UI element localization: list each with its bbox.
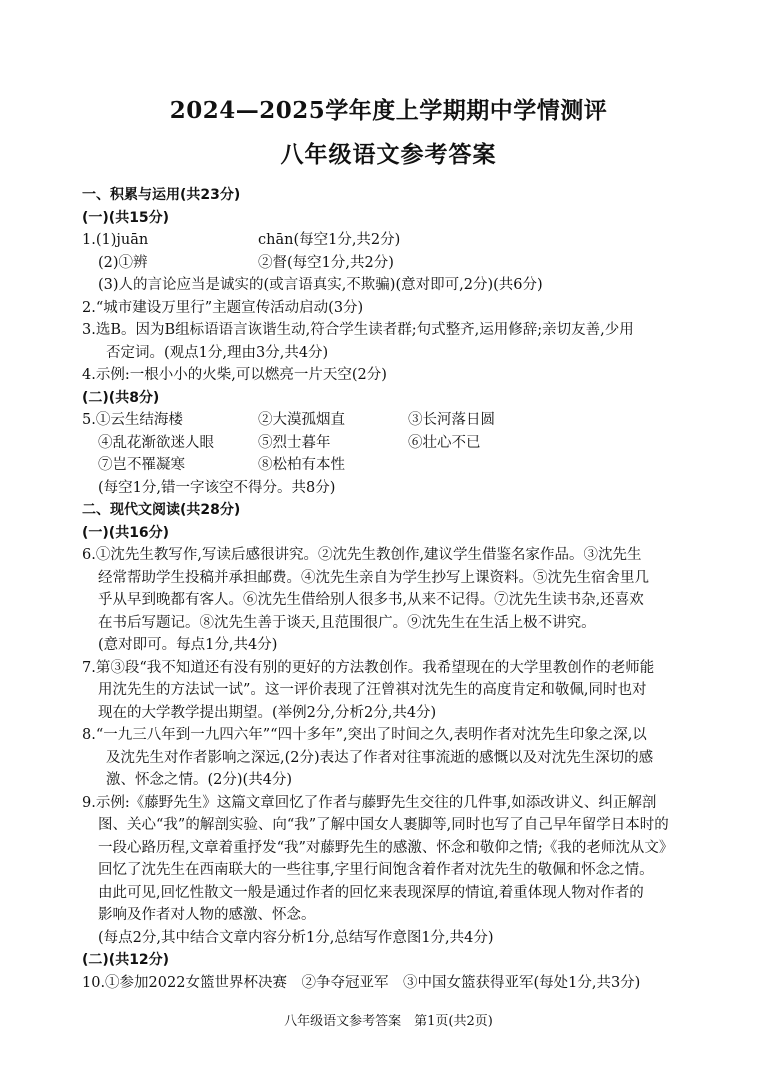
answer-line: 9.示例:《藤野先生》这篇文章回忆了作者与藤野先生交往的几件事,如添改讲义、纠正解剖 [82, 794, 657, 811]
answer-cell: chān(每空1分,共2分) [258, 232, 401, 248]
section-heading: 二、现代文阅读(共28分) [82, 502, 241, 518]
answer-line: 4.示例:一根小小的火柴,可以燃亮一片天空(2分) [82, 367, 387, 383]
answer-line: 经常帮助学生投稿并承担邮费。④沈先生亲自为学生抄写上课资料。⑤沈先生宿舍里几 [98, 569, 649, 586]
answer-line: 7.第③段“我不知道还有没有别的更好的方法教创作。我希望现在的大学里教创作的老师能 [82, 659, 655, 676]
answer-line: 一段心路历程,文章着重抒发“我”对藤野先生的感激、怀念和敬仰之情;《我的老师沈从文》 [98, 839, 674, 856]
answer-line: 8.“一九三八年到一九四六年”“四十多年”,突出了时间之久,表明作者对沈先生印象之深,以 [82, 727, 647, 743]
answer-line: 在书后写题记。⑧沈先生善于谈天,且范围很广。⑨沈先生在生活上极不讲究。 [98, 614, 596, 631]
answer-line: 乎从早到晚都有客人。⑥沈先生借给别人很多书,从来不记得。⑦沈先生读书杂,还喜欢 [98, 592, 644, 608]
answer-cell: ④乱花渐欲迷人眼 [98, 434, 214, 451]
subsection-heading: (二)(共8分) [82, 389, 160, 406]
subsection-heading: (二)(共12分) [82, 952, 170, 968]
answer-line: 否定词。(观点1分,理由3分,共4分) [106, 344, 329, 361]
page-subtitle: 八年级语文参考答案 [280, 141, 497, 168]
answer-line: 回忆了沈先生在西南联大的一些往事,字里行间饱含着作者对沈先生的敬佩和怀念之情。 [98, 862, 654, 878]
answer-line [82, 432, 702, 455]
answer-cell: ⑤烈士暮年 [258, 434, 331, 451]
answer-line [82, 229, 702, 252]
answer-cell: ⑧松柏有本性 [258, 457, 345, 473]
answer-line: 图、关心“我”的解剖实验、向“我”了解中国女人裹脚等,同时也写了自己早年留学日本时的 [98, 817, 669, 833]
answer-line: 及沈先生对作者影响之深远,(2分)表达了作者对往事流逝的感慨以及对沈先生深切的感 [106, 749, 654, 766]
answer-line: 3.选B。因为B组标语语言诙谐生动,符合学生读者群;句式整齐,运用修辞;亲切友善,少用 [82, 322, 634, 338]
answer-cell: 1.(1)juān [82, 232, 149, 248]
section-heading: 一、积累与运用(共23分) [82, 187, 241, 203]
answer-line: 激、怀念之情。(2分)(共4分) [106, 772, 293, 788]
answer-line: 6.①沈先生教写作,写读后感很讲究。②沈先生教创作,建议学生借鉴名家作品。③沈先生 [82, 547, 642, 563]
answer-cell: ③长河落日圆 [408, 412, 495, 428]
answer-cell: ②督(每空1分,共2分) [258, 254, 394, 271]
answer-line: (每空1分,错一字该空不得分。共8分) [98, 479, 336, 496]
answer-cell: ⑥壮心不已 [408, 434, 481, 451]
answer-cell: ⑦岂不罹凝寒 [98, 457, 185, 473]
subsection-heading: (一)(共16分) [82, 524, 170, 541]
answer-line: 10.①参加2022女篮世界杯决赛 ②争夺冠亚军 ③中国女篮获得亚军(每处1分,共3分) [82, 974, 641, 991]
answer-line: 影响及作者对人物的感激、怀念。 [98, 907, 316, 923]
answer-line [82, 409, 702, 432]
answer-line: (3)人的言论应当是诚实的(或言语真实,不欺骗)(意对即可,2分)(共6分) [98, 277, 543, 293]
answer-line: (每点2分,其中结合文章内容分析1分,总结写作意图1分,共4分) [98, 929, 494, 946]
answer-line: 现在的大学教学提出期望。(举例2分,分析2分,共4分) [98, 704, 437, 721]
answer-cell: (2)①辨 [98, 254, 148, 271]
subsection-heading: (一)(共15分) [82, 209, 170, 226]
answer-body [82, 184, 702, 994]
answer-line: 由此可见,回忆性散文一般是通过作者的回忆来表现深厚的情谊,着重体现人物对作者的 [98, 884, 644, 901]
answer-line: (意对即可。每点1分,共4分) [98, 637, 278, 653]
answer-line: 用沈先生的方法试一试”。这一评价表现了汪曾祺对沈先生的高度肯定和敬佩,同时也对 [98, 682, 647, 698]
answer-line [82, 454, 702, 477]
page-footer: 八年级语文参考答案 第1页(共2页) [284, 1014, 493, 1029]
answer-line [82, 252, 702, 275]
answer-cell: 5.①云生结海楼 [82, 412, 183, 428]
answer-line: 2.“城市建设万里行”主题宣传活动启动(3分) [82, 299, 364, 316]
page-title: 2024—2025学年度上学期期中学情测评 [169, 97, 608, 124]
answer-cell: ②大漠孤烟直 [258, 412, 345, 428]
